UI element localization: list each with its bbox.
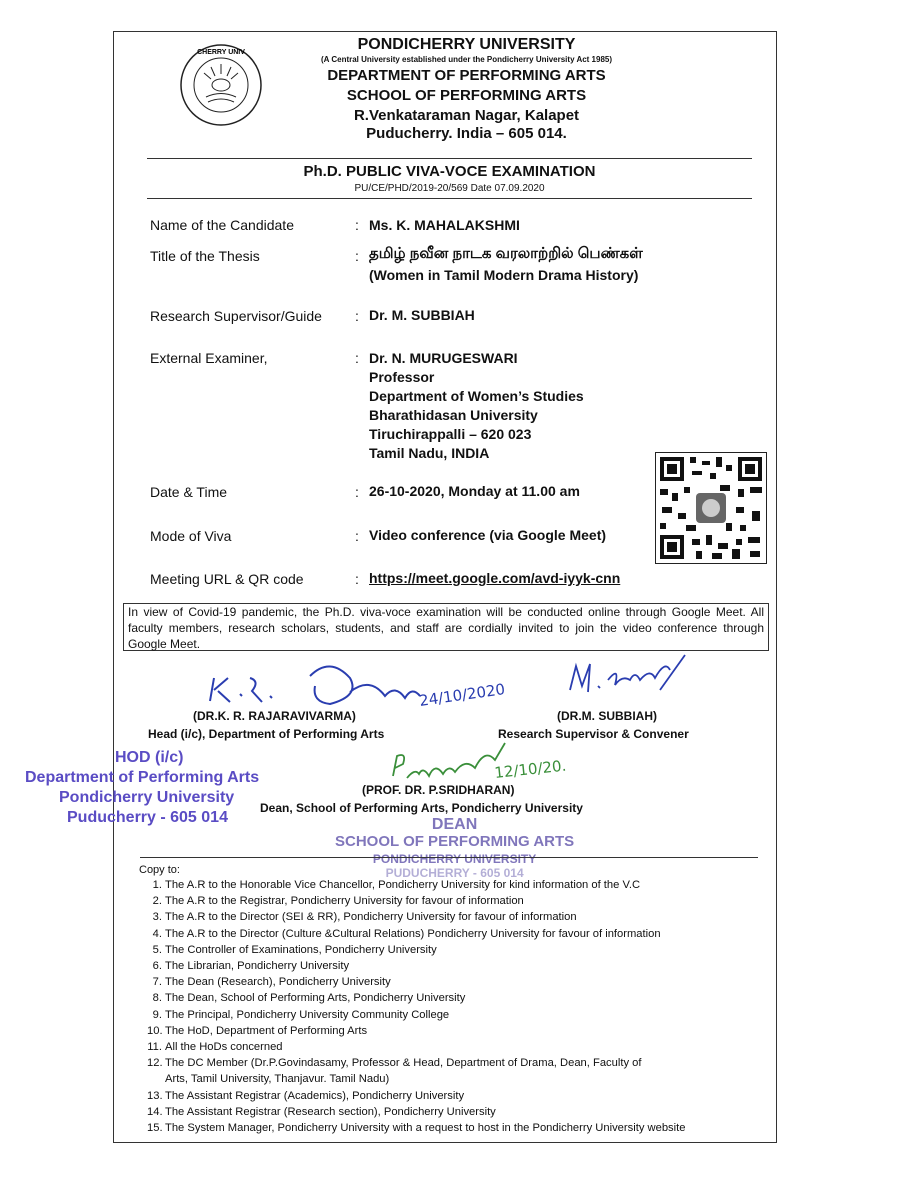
list-item-text: The Principal, Pondicherry University Community College [165, 1008, 450, 1021]
list-item-number: 14. [147, 1105, 163, 1118]
stamp-line: Department of Performing Arts [25, 769, 260, 786]
list-item-text: The A.R to the Director (Culture &Cultural Relations) Pondicherry University for favour of information [165, 927, 661, 940]
colon: : [355, 350, 359, 366]
examiner-line: Dr. N. MURUGESWARI [369, 350, 518, 366]
list-item-number: 8. [152, 992, 162, 1005]
address-line-1: R.Venkataraman Nagar, Kalapet [353, 107, 580, 124]
address-line-2: Puducherry. India – 605 014. [366, 125, 567, 142]
thesis-english-title: (Women in Tamil Modern Drama History) [369, 267, 639, 283]
stamp-line: PUDUCHERRY - 605 014 [385, 866, 524, 880]
list-item-number: 6. [152, 960, 162, 973]
examiner-line: Bharathidasan University [369, 407, 538, 423]
list-item-number: 10. [147, 1024, 163, 1037]
stamp-line: SCHOOL OF PERFORMING ARTS [335, 833, 575, 850]
dean-sign-date: 12/10/20. [493, 756, 568, 782]
school-name: SCHOOL OF PERFORMING ARTS [346, 87, 587, 104]
candidate-label: Name of the Candidate [150, 217, 294, 233]
hod-name: (DR.K. R. RAJARAVIVARMA) [193, 709, 356, 723]
list-item [147, 1055, 685, 1087]
university-note: (A Central University established under the Pondicherry University Act 1985) [320, 55, 613, 64]
list-item-text: The Librarian, Pondicherry University [165, 960, 350, 973]
list-item-text: The Controller of Examinations, Pondicherry University [165, 943, 437, 956]
colon: : [355, 528, 359, 544]
thesis-label: Title of the Thesis [150, 248, 260, 264]
list-item [147, 909, 685, 925]
thesis-tamil-title: தமிழ் நவீன நாடக வரலாற்றில் பெண்கள் [369, 245, 643, 262]
copy-to-heading: Copy to: [139, 864, 180, 876]
list-item-text: The A.R to the Registrar, Pondicherry University for favour of information [165, 895, 524, 908]
list-item [147, 942, 685, 958]
list-item-number: 11. [147, 1041, 162, 1054]
list-item [147, 1120, 685, 1136]
mode-value: Video conference (via Google Meet) [369, 527, 607, 543]
divider [147, 158, 752, 159]
exam-title: Ph.D. PUBLIC VIVA-VOCE EXAMINATION [303, 163, 596, 180]
list-item [147, 893, 685, 909]
stamp-line: PONDICHERRY UNIVERSITY [372, 852, 537, 866]
list-item [147, 1104, 685, 1120]
candidate-value: Ms. K. MAHALAKSHMI [369, 217, 520, 233]
list-item-text: The HoD, Department of Performing Arts [165, 1024, 368, 1037]
colon: : [355, 571, 359, 587]
list-item-number: 15. [147, 1122, 163, 1135]
guide-name: (DR.M. SUBBIAH) [557, 709, 657, 723]
dean-role: Dean, School of Performing Arts, Pondicherry University [260, 801, 583, 815]
list-item-text: The Dean (Research), Pondicherry University [165, 976, 391, 989]
list-item-text: All the HoDs concerned [165, 1041, 283, 1054]
colon: : [355, 248, 359, 264]
list-item-text: The System Manager, Pondicherry University with a request to host in the Pondicherry University website [165, 1122, 686, 1135]
supervisor-value: Dr. M. SUBBIAH [369, 307, 475, 323]
dean-name: (PROF. DR. P.SRIDHARAN) [362, 783, 515, 797]
colon: : [355, 308, 359, 324]
mode-label: Mode of Viva [150, 528, 232, 544]
list-item-text: The A.R to the Director (SEI & RR), Pondicherry University for favour of information [165, 911, 577, 924]
guide-role: Research Supervisor & Convener [498, 727, 689, 741]
hod-stamp [25, 748, 259, 828]
list-item-number: 9. [152, 1008, 162, 1021]
list-item-number: 5. [152, 943, 162, 956]
list-item-text: The DC Member (Dr.P.Govindasamy, Professor & Head, Department of Drama, Dean, Faculty of [165, 1057, 642, 1070]
stamp-line: Pondicherry University [59, 789, 235, 806]
colon: : [355, 484, 359, 500]
list-item-number: 1. [152, 879, 162, 891]
list-item [147, 990, 685, 1006]
list-item-number: 4. [152, 927, 162, 940]
examiner-line: Tiruchirappalli – 620 023 [369, 426, 532, 442]
list-item-text: The Assistant Registrar (Academics), Pondicherry University [165, 1089, 465, 1102]
dean-signature [385, 738, 615, 788]
department-name: DEPARTMENT OF PERFORMING ARTS [327, 67, 606, 84]
list-item-number: 3. [152, 911, 162, 924]
hod-signature [200, 656, 507, 716]
list-item [147, 926, 685, 942]
dean-stamp [335, 818, 574, 880]
exam-reference: PU/CE/PHD/2019-20/569 Date 07.09.2020 [354, 183, 545, 194]
list-item-continuation: Arts, Tamil University, Thanjavur. Tamil Nadu) [165, 1073, 390, 1086]
list-item-text: The A.R to the Honorable Vice Chancellor, Pondicherry University for kind information of the V.C [165, 879, 641, 891]
qr-code-icon [655, 452, 767, 564]
covid-notice: In view of Covid-19 pandemic, the Ph.D. viva-voce examination will be conducted online through Google Meet. All faculty members, research scholars, students, and staff are cordially invited to join the video conference through Google Meet. [123, 603, 769, 651]
list-item-number: 7. [152, 976, 162, 989]
divider [147, 198, 752, 199]
guide-signature [560, 650, 690, 705]
examiner-label: External Examiner, [150, 350, 268, 366]
examiner-details [369, 349, 584, 463]
stamp-line: HOD (i/c) [115, 749, 184, 766]
list-item [147, 877, 685, 893]
colon: : [355, 217, 359, 233]
university-name: PONDICHERRY UNIVERSITY [357, 36, 576, 53]
svg-text:CHERRY UNIV: CHERRY UNIV [197, 49, 245, 56]
list-item [147, 958, 685, 974]
stamp-line: DEAN [431, 816, 478, 833]
examiner-line: Tamil Nadu, INDIA [369, 445, 490, 461]
hod-sign-date: 24/10/2020 [418, 680, 507, 710]
examiner-line: Department of Women’s Studies [369, 388, 584, 404]
datetime-value: 26-10-2020, Monday at 11.00 am [369, 483, 580, 499]
meeting-url-link[interactable]: https://meet.google.com/avd-iyyk-cnn [369, 570, 621, 586]
copy-to-list [147, 877, 685, 1136]
list-item-text: The Dean, School of Performing Arts, Pondicherry University [165, 992, 466, 1005]
examiner-line: Professor [369, 369, 435, 385]
list-item [147, 974, 685, 990]
list-item-number: 2. [152, 895, 162, 908]
list-item [147, 1007, 685, 1023]
hod-role: Head (i/c), Department of Performing Arts [148, 727, 385, 741]
divider [140, 857, 758, 858]
list-item-number: 13. [147, 1089, 163, 1102]
list-item-text: The Assistant Registrar (Research section), Pondicherry University [165, 1105, 496, 1118]
stamp-line: Puducherry - 605 014 [67, 809, 228, 826]
list-item-number: 12. [147, 1057, 163, 1070]
list-item [147, 1088, 685, 1104]
supervisor-label: Research Supervisor/Guide [150, 308, 322, 324]
list-item [147, 1023, 685, 1039]
list-item [147, 1039, 685, 1055]
url-label: Meeting URL & QR code [150, 571, 304, 587]
datetime-label: Date & Time [150, 484, 228, 500]
